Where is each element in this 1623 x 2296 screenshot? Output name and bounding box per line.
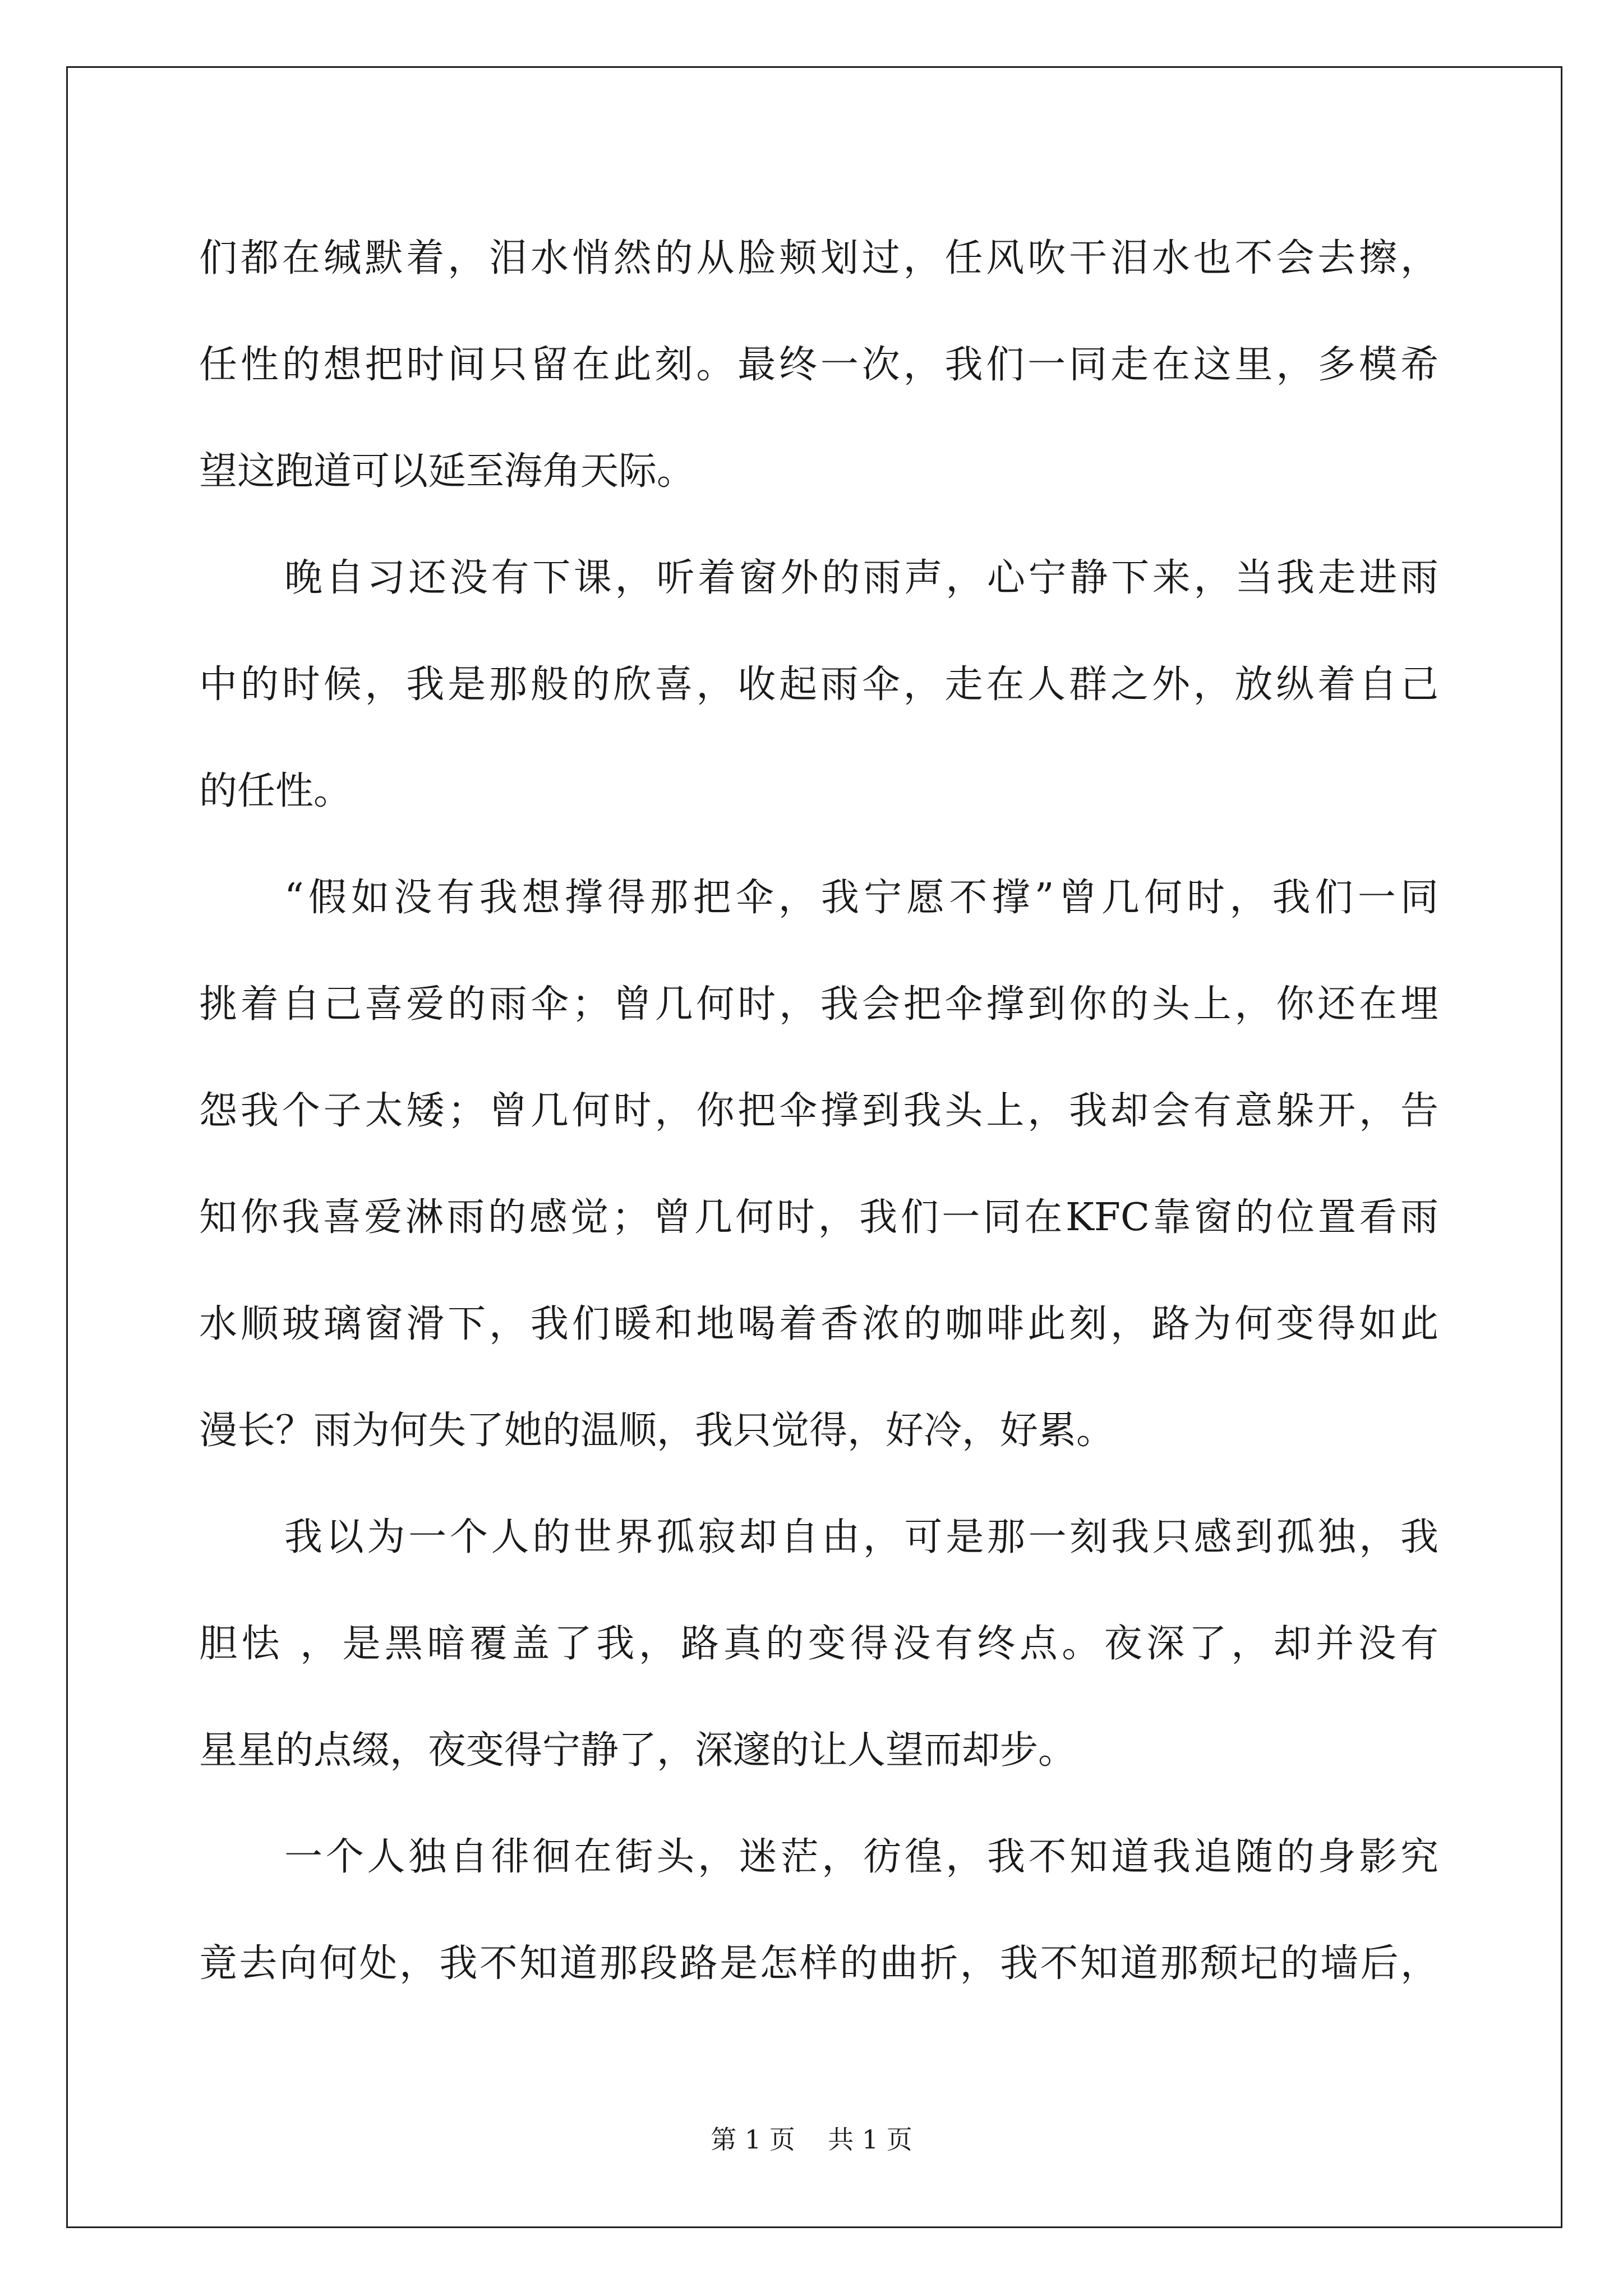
text-line: 晚自习还没有下课，听着窗外的雨声，心宁静下来，当我走进雨	[284, 556, 1438, 600]
text-line: 挑着自己喜爱的雨伞；曾几何时，我会把伞撑到你的头上，你还在埋	[199, 982, 1438, 1027]
text-line: 望这跑道可以延至海角天际。	[199, 449, 695, 494]
text-line: 们都在缄默着，泪水悄然的从脸颊划过，任风吹干泪水也不会去擦，	[199, 236, 1438, 280]
text-line: 的任性。	[199, 769, 352, 813]
text-line: 中的时候，我是那般的欣喜，收起雨伞，走在人群之外，放纵着自己	[199, 662, 1438, 707]
text-line: 竟去向何处，我不知道那段路是怎样的曲折，我不知道那颓圮的墙后，	[199, 1941, 1438, 1986]
text-line: 我以为一个人的世界孤寂却自由，可是那一刻我只感到孤独，我	[284, 1515, 1438, 1559]
text-line: 怨我个子太矮；曾几何时，你把伞撑到我头上，我却会有意躲开，告	[199, 1089, 1438, 1133]
document-body	[199, 205, 1438, 2017]
text-line: 漫长？雨为何失了她的温顺，我只觉得，好冷，好累。	[199, 1409, 1115, 1453]
text-line: 星星的点缀，夜变得宁静了，深邃的让人望而却步。	[199, 1728, 1077, 1773]
text-line: “假如没有我想撑得那把伞，我宁愿不撑”曾几何时，我们一同	[284, 876, 1438, 920]
text-line: 水顺玻璃窗滑下，我们暖和地喝着香浓的咖啡此刻，路为何变得如此	[199, 1302, 1438, 1346]
text-line: 胆怯 ，是黑暗覆盖了我，路真的变得没有终点。夜深了，却并没有	[199, 1622, 1438, 1666]
page-footer: 第 1 页 共 1 页	[711, 2124, 912, 2155]
text-line: 任性的想把时间只留在此刻。最终一次，我们一同走在这里，多模希	[199, 343, 1438, 387]
text-line: 知你我喜爱淋雨的感觉；曾几何时，我们一同在KFC靠窗的位置看雨	[199, 1195, 1438, 1240]
text-line: 一个人独自徘徊在街头，迷茫，彷徨，我不知道我追随的身影究	[284, 1835, 1438, 1879]
